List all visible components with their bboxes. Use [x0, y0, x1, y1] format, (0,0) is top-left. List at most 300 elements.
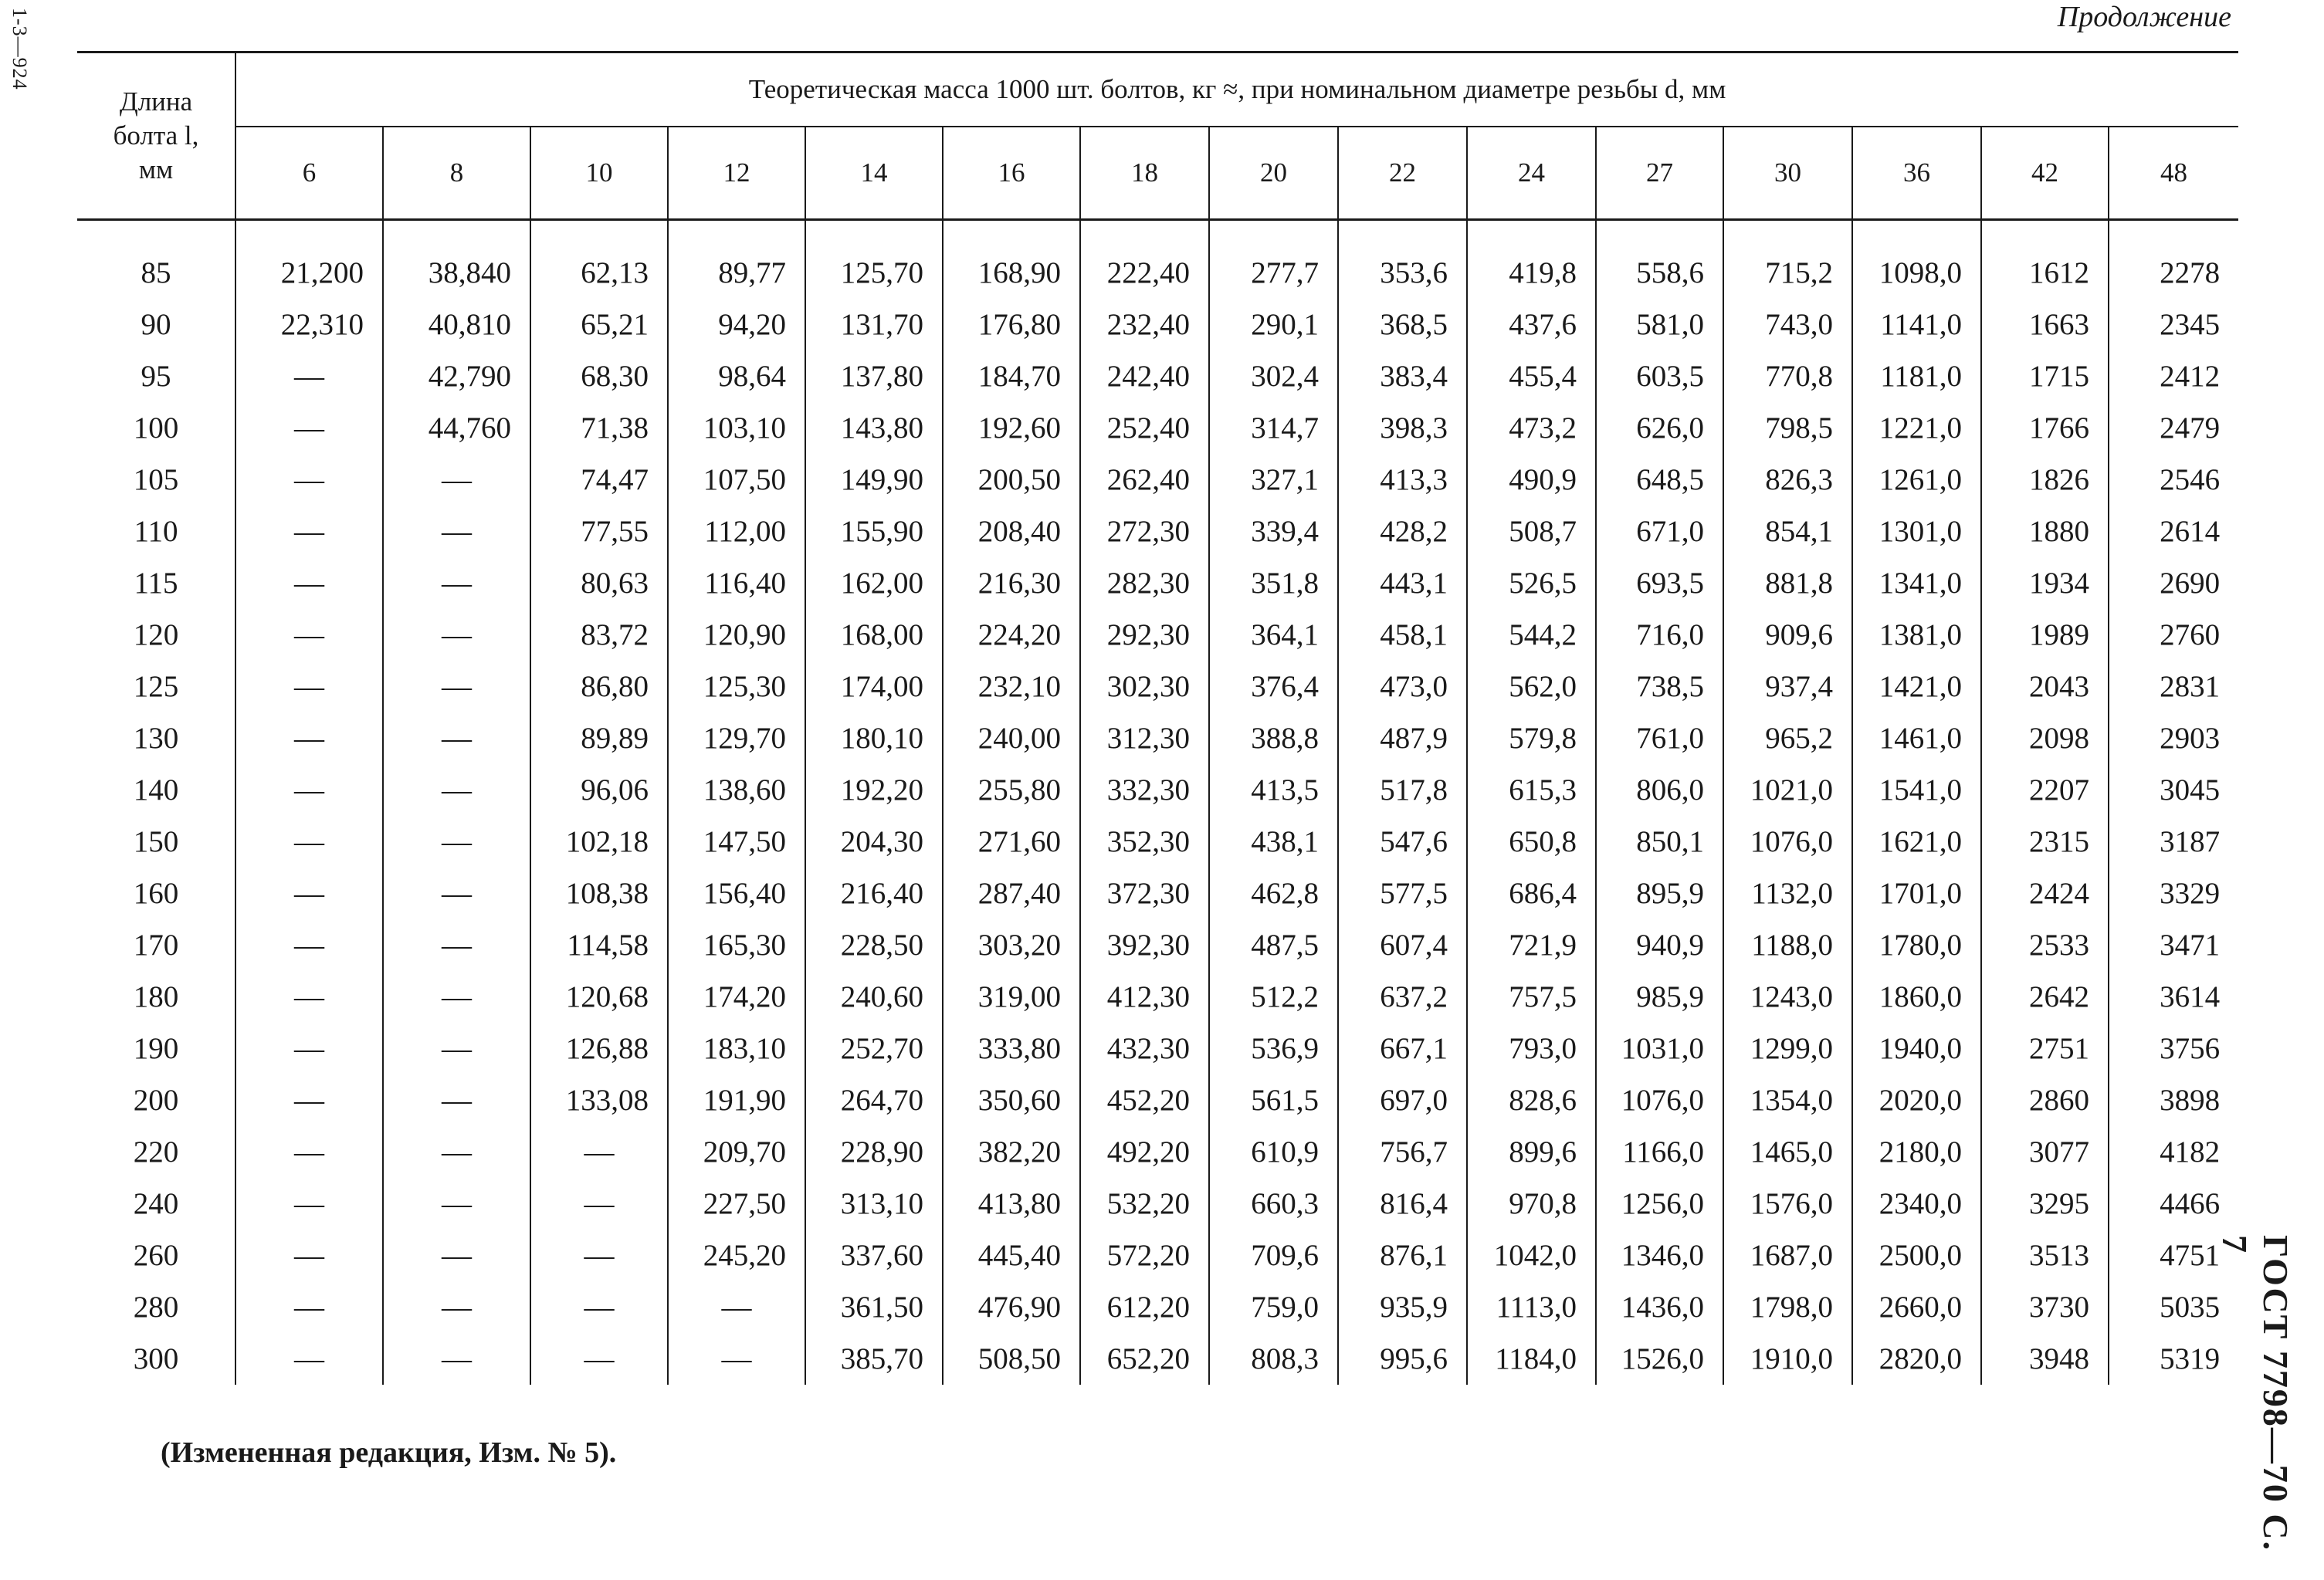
- bolt-length-cell: 95: [141, 360, 171, 393]
- mass-value-cell: 2831: [2109, 661, 2238, 712]
- mass-value-cell: 138,60: [668, 764, 805, 816]
- mass-value-cell: 176,80: [943, 299, 1080, 350]
- mass-value-cell: 995,6: [1338, 1333, 1467, 1385]
- length-header-line: мм: [138, 154, 174, 184]
- mass-value-cell: 2345: [2109, 299, 2238, 350]
- mass-value-cell: 637,2: [1338, 971, 1467, 1023]
- bolt-length-cell: 160: [133, 877, 179, 910]
- mass-value-cell: 610,9: [1209, 1126, 1338, 1178]
- table-row: [77, 971, 2238, 1023]
- mass-value-cell: 302,30: [1080, 661, 1209, 712]
- mass-value-cell: 517,8: [1338, 764, 1467, 816]
- mass-value-cell: —: [383, 609, 530, 661]
- mass-value-cell: —: [383, 454, 530, 506]
- mass-value-cell: 1934: [1981, 557, 2109, 609]
- mass-value-cell: 2180,0: [1852, 1126, 1981, 1178]
- mass-value-cell: 96,06: [530, 764, 668, 816]
- mass-value-cell: 2546: [2109, 454, 2238, 506]
- table-row: [77, 661, 2238, 712]
- mass-value-cell: —: [383, 1023, 530, 1074]
- mass-value-cell: 1354,0: [1723, 1074, 1852, 1126]
- mass-value-cell: 1132,0: [1723, 868, 1852, 919]
- mass-value-cell: 487,5: [1209, 919, 1338, 971]
- bolt-length-cell: 130: [133, 722, 179, 755]
- mass-value-cell: 3948: [1981, 1333, 2109, 1385]
- mass-value-cell: 1031,0: [1596, 1023, 1723, 1074]
- mass-value-cell: 1715: [1981, 350, 2109, 402]
- bolt-length-cell: 240: [133, 1187, 179, 1220]
- mass-value-cell: 743,0: [1723, 299, 1852, 350]
- mass-value-cell: 1436,0: [1596, 1281, 1723, 1333]
- mass-value-cell: 1989: [1981, 609, 2109, 661]
- mass-value-cell: 452,20: [1080, 1074, 1209, 1126]
- table-row: [77, 868, 2238, 919]
- mass-value-cell: 462,8: [1209, 868, 1338, 919]
- mass-value-cell: —: [383, 1074, 530, 1126]
- bolt-length-cell: 200: [133, 1084, 179, 1117]
- mass-value-cell: 2642: [1981, 971, 2109, 1023]
- mass-value-cell: 1541,0: [1852, 764, 1981, 816]
- mass-value-cell: —: [235, 1126, 383, 1178]
- mass-value-cell: 137,80: [805, 350, 943, 402]
- mass-value-cell: 985,9: [1596, 971, 1723, 1023]
- mass-value-cell: 756,7: [1338, 1126, 1467, 1178]
- mass-value-cell: 970,8: [1467, 1178, 1596, 1230]
- mass-value-cell: 68,30: [530, 350, 668, 402]
- bolt-length-cell: 85: [141, 256, 171, 289]
- mass-value-cell: 155,90: [805, 506, 943, 557]
- mass-value-cell: 372,30: [1080, 868, 1209, 919]
- mass-value-cell: 192,60: [943, 402, 1080, 454]
- mass-value-cell: 224,20: [943, 609, 1080, 661]
- mass-value-cell: 21,200: [235, 220, 383, 299]
- mass-value-cell: 1256,0: [1596, 1178, 1723, 1230]
- mass-value-cell: 86,80: [530, 661, 668, 712]
- mass-value-cell: 2903: [2109, 712, 2238, 764]
- bolt-length-cell: 220: [133, 1135, 179, 1169]
- table-row: [77, 1074, 2238, 1126]
- mass-value-cell: 183,10: [668, 1023, 805, 1074]
- table-row: [77, 557, 2238, 609]
- mass-value-cell: 572,20: [1080, 1230, 1209, 1281]
- mass-value-cell: 385,70: [805, 1333, 943, 1385]
- table-row: [77, 1281, 2238, 1333]
- mass-value-cell: 850,1: [1596, 816, 1723, 868]
- mass-value-cell: 162,00: [805, 557, 943, 609]
- mass-value-cell: 4182: [2109, 1126, 2238, 1178]
- mass-value-cell: 1766: [1981, 402, 2109, 454]
- table-row: [77, 712, 2238, 764]
- mass-value-cell: 899,6: [1467, 1126, 1596, 1178]
- mass-value-cell: 1612: [1981, 220, 2109, 299]
- table-row: [77, 220, 2238, 299]
- mass-value-cell: 339,4: [1209, 506, 1338, 557]
- table-row: [77, 299, 2238, 350]
- mass-value-cell: 1076,0: [1596, 1074, 1723, 1126]
- diameter-header: 42: [1981, 127, 2109, 220]
- mass-value-cell: 292,30: [1080, 609, 1209, 661]
- mass-value-cell: 650,8: [1467, 816, 1596, 868]
- mass-value-cell: 232,10: [943, 661, 1080, 712]
- mass-value-cell: 80,63: [530, 557, 668, 609]
- mass-value-cell: 547,6: [1338, 816, 1467, 868]
- mass-value-cell: 71,38: [530, 402, 668, 454]
- mass-value-cell: 1098,0: [1852, 220, 1981, 299]
- mass-value-cell: —: [235, 454, 383, 506]
- mass-value-cell: —: [235, 1281, 383, 1333]
- mass-value-cell: 3614: [2109, 971, 2238, 1023]
- mass-value-cell: 388,8: [1209, 712, 1338, 764]
- table-row: [77, 1023, 2238, 1074]
- standard-page-title: ГОСТ 7798—70 С. 7: [2215, 1235, 2295, 1552]
- mass-value-cell: 473,2: [1467, 402, 1596, 454]
- mass-value-cell: —: [383, 661, 530, 712]
- mass-value-cell: 126,88: [530, 1023, 668, 1074]
- mass-value-cell: 120,90: [668, 609, 805, 661]
- mass-value-cell: 174,00: [805, 661, 943, 712]
- mass-value-cell: 413,5: [1209, 764, 1338, 816]
- mass-value-cell: 935,9: [1338, 1281, 1467, 1333]
- mass-value-cell: 184,70: [943, 350, 1080, 402]
- mass-value-cell: —: [383, 971, 530, 1023]
- bolt-length-cell: 140: [133, 773, 179, 807]
- mass-value-cell: —: [383, 919, 530, 971]
- mass-value-cell: 1421,0: [1852, 661, 1981, 712]
- mass-value-cell: —: [235, 919, 383, 971]
- mass-value-cell: 38,840: [383, 220, 530, 299]
- mass-value-cell: 738,5: [1596, 661, 1723, 712]
- mass-value-cell: —: [383, 712, 530, 764]
- mass-value-cell: 693,5: [1596, 557, 1723, 609]
- mass-value-cell: 62,13: [530, 220, 668, 299]
- mass-value-cell: 909,6: [1723, 609, 1852, 661]
- mass-value-cell: 721,9: [1467, 919, 1596, 971]
- mass-value-cell: 116,40: [668, 557, 805, 609]
- mass-value-cell: 579,8: [1467, 712, 1596, 764]
- mass-value-cell: 757,5: [1467, 971, 1596, 1023]
- diameter-header: 36: [1852, 127, 1981, 220]
- mass-value-cell: —: [235, 816, 383, 868]
- mass-value-cell: 392,30: [1080, 919, 1209, 971]
- mass-value-cell: 2751: [1981, 1023, 2109, 1074]
- mass-value-cell: 129,70: [668, 712, 805, 764]
- mass-value-cell: —: [530, 1178, 668, 1230]
- mass-value-cell: 2660,0: [1852, 1281, 1981, 1333]
- mass-value-cell: 350,60: [943, 1074, 1080, 1126]
- mass-value-cell: 232,40: [1080, 299, 1209, 350]
- mass-value-cell: 437,6: [1467, 299, 1596, 350]
- mass-value-cell: 240,00: [943, 712, 1080, 764]
- table-row: [77, 506, 2238, 557]
- mass-value-cell: 508,7: [1467, 506, 1596, 557]
- mass-value-cell: 965,2: [1723, 712, 1852, 764]
- mass-value-cell: 89,77: [668, 220, 805, 299]
- mass-value-cell: 314,7: [1209, 402, 1338, 454]
- mass-value-cell: —: [668, 1281, 805, 1333]
- mass-value-cell: 222,40: [1080, 220, 1209, 299]
- mass-value-cell: 240,60: [805, 971, 943, 1023]
- mass-value-cell: 490,9: [1467, 454, 1596, 506]
- diameter-header: 6: [235, 127, 383, 220]
- mass-value-cell: 242,40: [1080, 350, 1209, 402]
- mass-value-cell: 74,47: [530, 454, 668, 506]
- mass-value-cell: 352,30: [1080, 816, 1209, 868]
- diameter-header: 16: [943, 127, 1080, 220]
- mass-value-cell: —: [668, 1333, 805, 1385]
- mass-value-cell: 1576,0: [1723, 1178, 1852, 1230]
- mass-value-cell: 686,4: [1467, 868, 1596, 919]
- table-row: [77, 919, 2238, 971]
- mass-value-cell: —: [235, 1230, 383, 1281]
- length-column-header: [77, 52, 235, 220]
- mass-value-cell: 1299,0: [1723, 1023, 1852, 1074]
- mass-value-cell: 1243,0: [1723, 971, 1852, 1023]
- mass-value-cell: 2278: [2109, 220, 2238, 299]
- mass-value-cell: 3329: [2109, 868, 2238, 919]
- mass-value-cell: —: [530, 1126, 668, 1178]
- mass-value-cell: 398,3: [1338, 402, 1467, 454]
- mass-value-cell: 2315: [1981, 816, 2109, 868]
- mass-value-cell: 615,3: [1467, 764, 1596, 816]
- mass-value-cell: 487,9: [1338, 712, 1467, 764]
- mass-value-cell: 156,40: [668, 868, 805, 919]
- mass-value-cell: 1798,0: [1723, 1281, 1852, 1333]
- mass-value-cell: 1076,0: [1723, 816, 1852, 868]
- mass-value-cell: 937,4: [1723, 661, 1852, 712]
- mass-value-cell: —: [383, 764, 530, 816]
- mass-value-cell: 165,30: [668, 919, 805, 971]
- mass-value-cell: 77,55: [530, 506, 668, 557]
- mass-value-cell: 881,8: [1723, 557, 1852, 609]
- table-row: [77, 764, 2238, 816]
- mass-value-cell: 361,50: [805, 1281, 943, 1333]
- mass-value-cell: 228,50: [805, 919, 943, 971]
- mass-value-cell: 770,8: [1723, 350, 1852, 402]
- table-row: [77, 1230, 2238, 1281]
- mass-value-cell: —: [235, 868, 383, 919]
- mass-value-cell: 98,64: [668, 350, 805, 402]
- mass-value-cell: 2500,0: [1852, 1230, 1981, 1281]
- length-header-line: Длина: [119, 86, 193, 117]
- mass-value-cell: 143,80: [805, 402, 943, 454]
- mass-value-cell: 1663: [1981, 299, 2109, 350]
- mass-value-cell: —: [383, 1126, 530, 1178]
- mass-value-cell: —: [530, 1333, 668, 1385]
- mass-value-cell: 382,20: [943, 1126, 1080, 1178]
- mass-value-cell: —: [235, 1074, 383, 1126]
- mass-value-cell: 1880: [1981, 506, 2109, 557]
- mass-value-cell: 180,10: [805, 712, 943, 764]
- bolt-length-cell: 260: [133, 1239, 179, 1272]
- diameter-header: 20: [1209, 127, 1338, 220]
- table-row: [77, 402, 2238, 454]
- mass-value-cell: —: [235, 971, 383, 1023]
- mass-value-cell: 1621,0: [1852, 816, 1981, 868]
- mass-value-cell: 2098: [1981, 712, 2109, 764]
- mass-value-cell: 1701,0: [1852, 868, 1981, 919]
- mass-value-cell: 709,6: [1209, 1230, 1338, 1281]
- mass-value-cell: 319,00: [943, 971, 1080, 1023]
- mass-value-cell: 2760: [2109, 609, 2238, 661]
- mass-value-cell: 114,58: [530, 919, 668, 971]
- mass-value-cell: 1346,0: [1596, 1230, 1723, 1281]
- mass-value-cell: 419,8: [1467, 220, 1596, 299]
- length-header-line: болта l,: [113, 120, 199, 151]
- mass-value-cell: 200,50: [943, 454, 1080, 506]
- mass-value-cell: 103,10: [668, 402, 805, 454]
- mass-value-cell: —: [383, 868, 530, 919]
- mass-value-cell: 759,0: [1209, 1281, 1338, 1333]
- mass-group-header: Теоретическая масса 1000 шт. болтов, кг ≈, при номинальном диаметре резьбы d, мм: [235, 52, 2238, 127]
- mass-value-cell: 364,1: [1209, 609, 1338, 661]
- mass-value-cell: —: [235, 1178, 383, 1230]
- mass-value-cell: 895,9: [1596, 868, 1723, 919]
- mass-value-cell: 108,38: [530, 868, 668, 919]
- bolt-length-cell: 170: [133, 929, 179, 962]
- mass-value-cell: 125,70: [805, 220, 943, 299]
- diameter-header-row: [77, 127, 2238, 220]
- table-row: [77, 1126, 2238, 1178]
- bolt-length-cell: 100: [133, 411, 179, 445]
- mass-value-cell: 271,60: [943, 816, 1080, 868]
- mass-value-cell: 252,70: [805, 1023, 943, 1074]
- mass-value-cell: 715,2: [1723, 220, 1852, 299]
- mass-value-cell: —: [383, 557, 530, 609]
- mass-value-cell: 1860,0: [1852, 971, 1981, 1023]
- mass-value-cell: 697,0: [1338, 1074, 1467, 1126]
- mass-value-cell: 174,20: [668, 971, 805, 1023]
- diameter-header: 14: [805, 127, 943, 220]
- mass-value-cell: —: [235, 1333, 383, 1385]
- mass-value-cell: 1910,0: [1723, 1333, 1852, 1385]
- mass-value-cell: 149,90: [805, 454, 943, 506]
- mass-value-cell: 2424: [1981, 868, 2109, 919]
- diameter-header: 8: [383, 127, 530, 220]
- mass-value-cell: 876,1: [1338, 1230, 1467, 1281]
- mass-value-cell: 1465,0: [1723, 1126, 1852, 1178]
- mass-value-cell: 255,80: [943, 764, 1080, 816]
- mass-value-cell: 826,3: [1723, 454, 1852, 506]
- mass-value-cell: 112,00: [668, 506, 805, 557]
- mass-value-cell: 1301,0: [1852, 506, 1981, 557]
- mass-value-cell: 940,9: [1596, 919, 1723, 971]
- mass-value-cell: —: [235, 1023, 383, 1074]
- mass-value-cell: 168,90: [943, 220, 1080, 299]
- bolt-length-cell: 90: [141, 308, 171, 341]
- mass-value-cell: 368,5: [1338, 299, 1467, 350]
- mass-value-cell: 526,5: [1467, 557, 1596, 609]
- mass-value-cell: 3187: [2109, 816, 2238, 868]
- mass-value-cell: 216,30: [943, 557, 1080, 609]
- mass-value-cell: 2614: [2109, 506, 2238, 557]
- table-row: [77, 1333, 2238, 1385]
- diameter-header: 30: [1723, 127, 1852, 220]
- mass-value-cell: 536,9: [1209, 1023, 1338, 1074]
- table-row: [77, 1178, 2238, 1230]
- mass-value-cell: 102,18: [530, 816, 668, 868]
- mass-value-cell: 808,3: [1209, 1333, 1338, 1385]
- mass-value-cell: 252,40: [1080, 402, 1209, 454]
- mass-value-cell: —: [235, 557, 383, 609]
- mass-value-cell: 89,89: [530, 712, 668, 764]
- mass-value-cell: —: [235, 402, 383, 454]
- mass-value-cell: 798,5: [1723, 402, 1852, 454]
- mass-value-cell: 4751: [2109, 1230, 2238, 1281]
- mass-value-cell: 3471: [2109, 919, 2238, 971]
- mass-value-cell: 3898: [2109, 1074, 2238, 1126]
- mass-value-cell: 302,4: [1209, 350, 1338, 402]
- mass-value-cell: —: [530, 1230, 668, 1281]
- diameter-header: 48: [2109, 127, 2238, 220]
- mass-value-cell: 492,20: [1080, 1126, 1209, 1178]
- bolt-length-cell: 150: [133, 825, 179, 858]
- mass-value-cell: 94,20: [668, 299, 805, 350]
- mass-value-cell: 3077: [1981, 1126, 2109, 1178]
- mass-value-cell: —: [235, 350, 383, 402]
- mass-value-cell: 3295: [1981, 1178, 2109, 1230]
- mass-value-cell: 652,20: [1080, 1333, 1209, 1385]
- mass-value-cell: —: [235, 712, 383, 764]
- mass-value-cell: 2020,0: [1852, 1074, 1981, 1126]
- mass-value-cell: —: [383, 816, 530, 868]
- mass-value-cell: 562,0: [1467, 661, 1596, 712]
- mass-value-cell: 1261,0: [1852, 454, 1981, 506]
- mass-value-cell: 1341,0: [1852, 557, 1981, 609]
- diameter-header: 22: [1338, 127, 1467, 220]
- mass-value-cell: 432,30: [1080, 1023, 1209, 1074]
- mass-value-cell: 83,72: [530, 609, 668, 661]
- mass-value-cell: 376,4: [1209, 661, 1338, 712]
- amendment-note: (Измененная редакция, Изм. № 5).: [161, 1436, 617, 1469]
- mass-value-cell: 532,20: [1080, 1178, 1209, 1230]
- bolt-length-cell: 120: [133, 618, 179, 651]
- mass-value-cell: 5319: [2109, 1333, 2238, 1385]
- mass-value-cell: 1184,0: [1467, 1333, 1596, 1385]
- mass-value-cell: —: [235, 506, 383, 557]
- mass-value-cell: 1526,0: [1596, 1333, 1723, 1385]
- mass-value-cell: 42,790: [383, 350, 530, 402]
- mass-value-cell: 264,70: [805, 1074, 943, 1126]
- mass-value-cell: 290,1: [1209, 299, 1338, 350]
- mass-value-cell: 1826: [1981, 454, 2109, 506]
- mass-value-cell: 2340,0: [1852, 1178, 1981, 1230]
- mass-value-cell: 4466: [2109, 1178, 2238, 1230]
- mass-value-cell: 40,810: [383, 299, 530, 350]
- diameter-header: 12: [668, 127, 805, 220]
- mass-value-cell: 147,50: [668, 816, 805, 868]
- mass-value-cell: 3513: [1981, 1230, 2109, 1281]
- mass-value-cell: 413,80: [943, 1178, 1080, 1230]
- mass-value-cell: 191,90: [668, 1074, 805, 1126]
- mass-value-cell: 1141,0: [1852, 299, 1981, 350]
- mass-value-cell: 816,4: [1338, 1178, 1467, 1230]
- mass-value-cell: —: [383, 506, 530, 557]
- mass-value-cell: 761,0: [1596, 712, 1723, 764]
- mass-value-cell: 648,5: [1596, 454, 1723, 506]
- mass-value-cell: 2207: [1981, 764, 2109, 816]
- mass-value-cell: 854,1: [1723, 506, 1852, 557]
- mass-value-cell: 204,30: [805, 816, 943, 868]
- mass-value-cell: 2043: [1981, 661, 2109, 712]
- mass-value-cell: 512,2: [1209, 971, 1338, 1023]
- mass-value-cell: 1021,0: [1723, 764, 1852, 816]
- mass-value-cell: 577,5: [1338, 868, 1467, 919]
- mass-value-cell: 44,760: [383, 402, 530, 454]
- mass-value-cell: 351,8: [1209, 557, 1338, 609]
- mass-value-cell: 1780,0: [1852, 919, 1981, 971]
- mass-value-cell: 337,60: [805, 1230, 943, 1281]
- mass-value-cell: 413,3: [1338, 454, 1467, 506]
